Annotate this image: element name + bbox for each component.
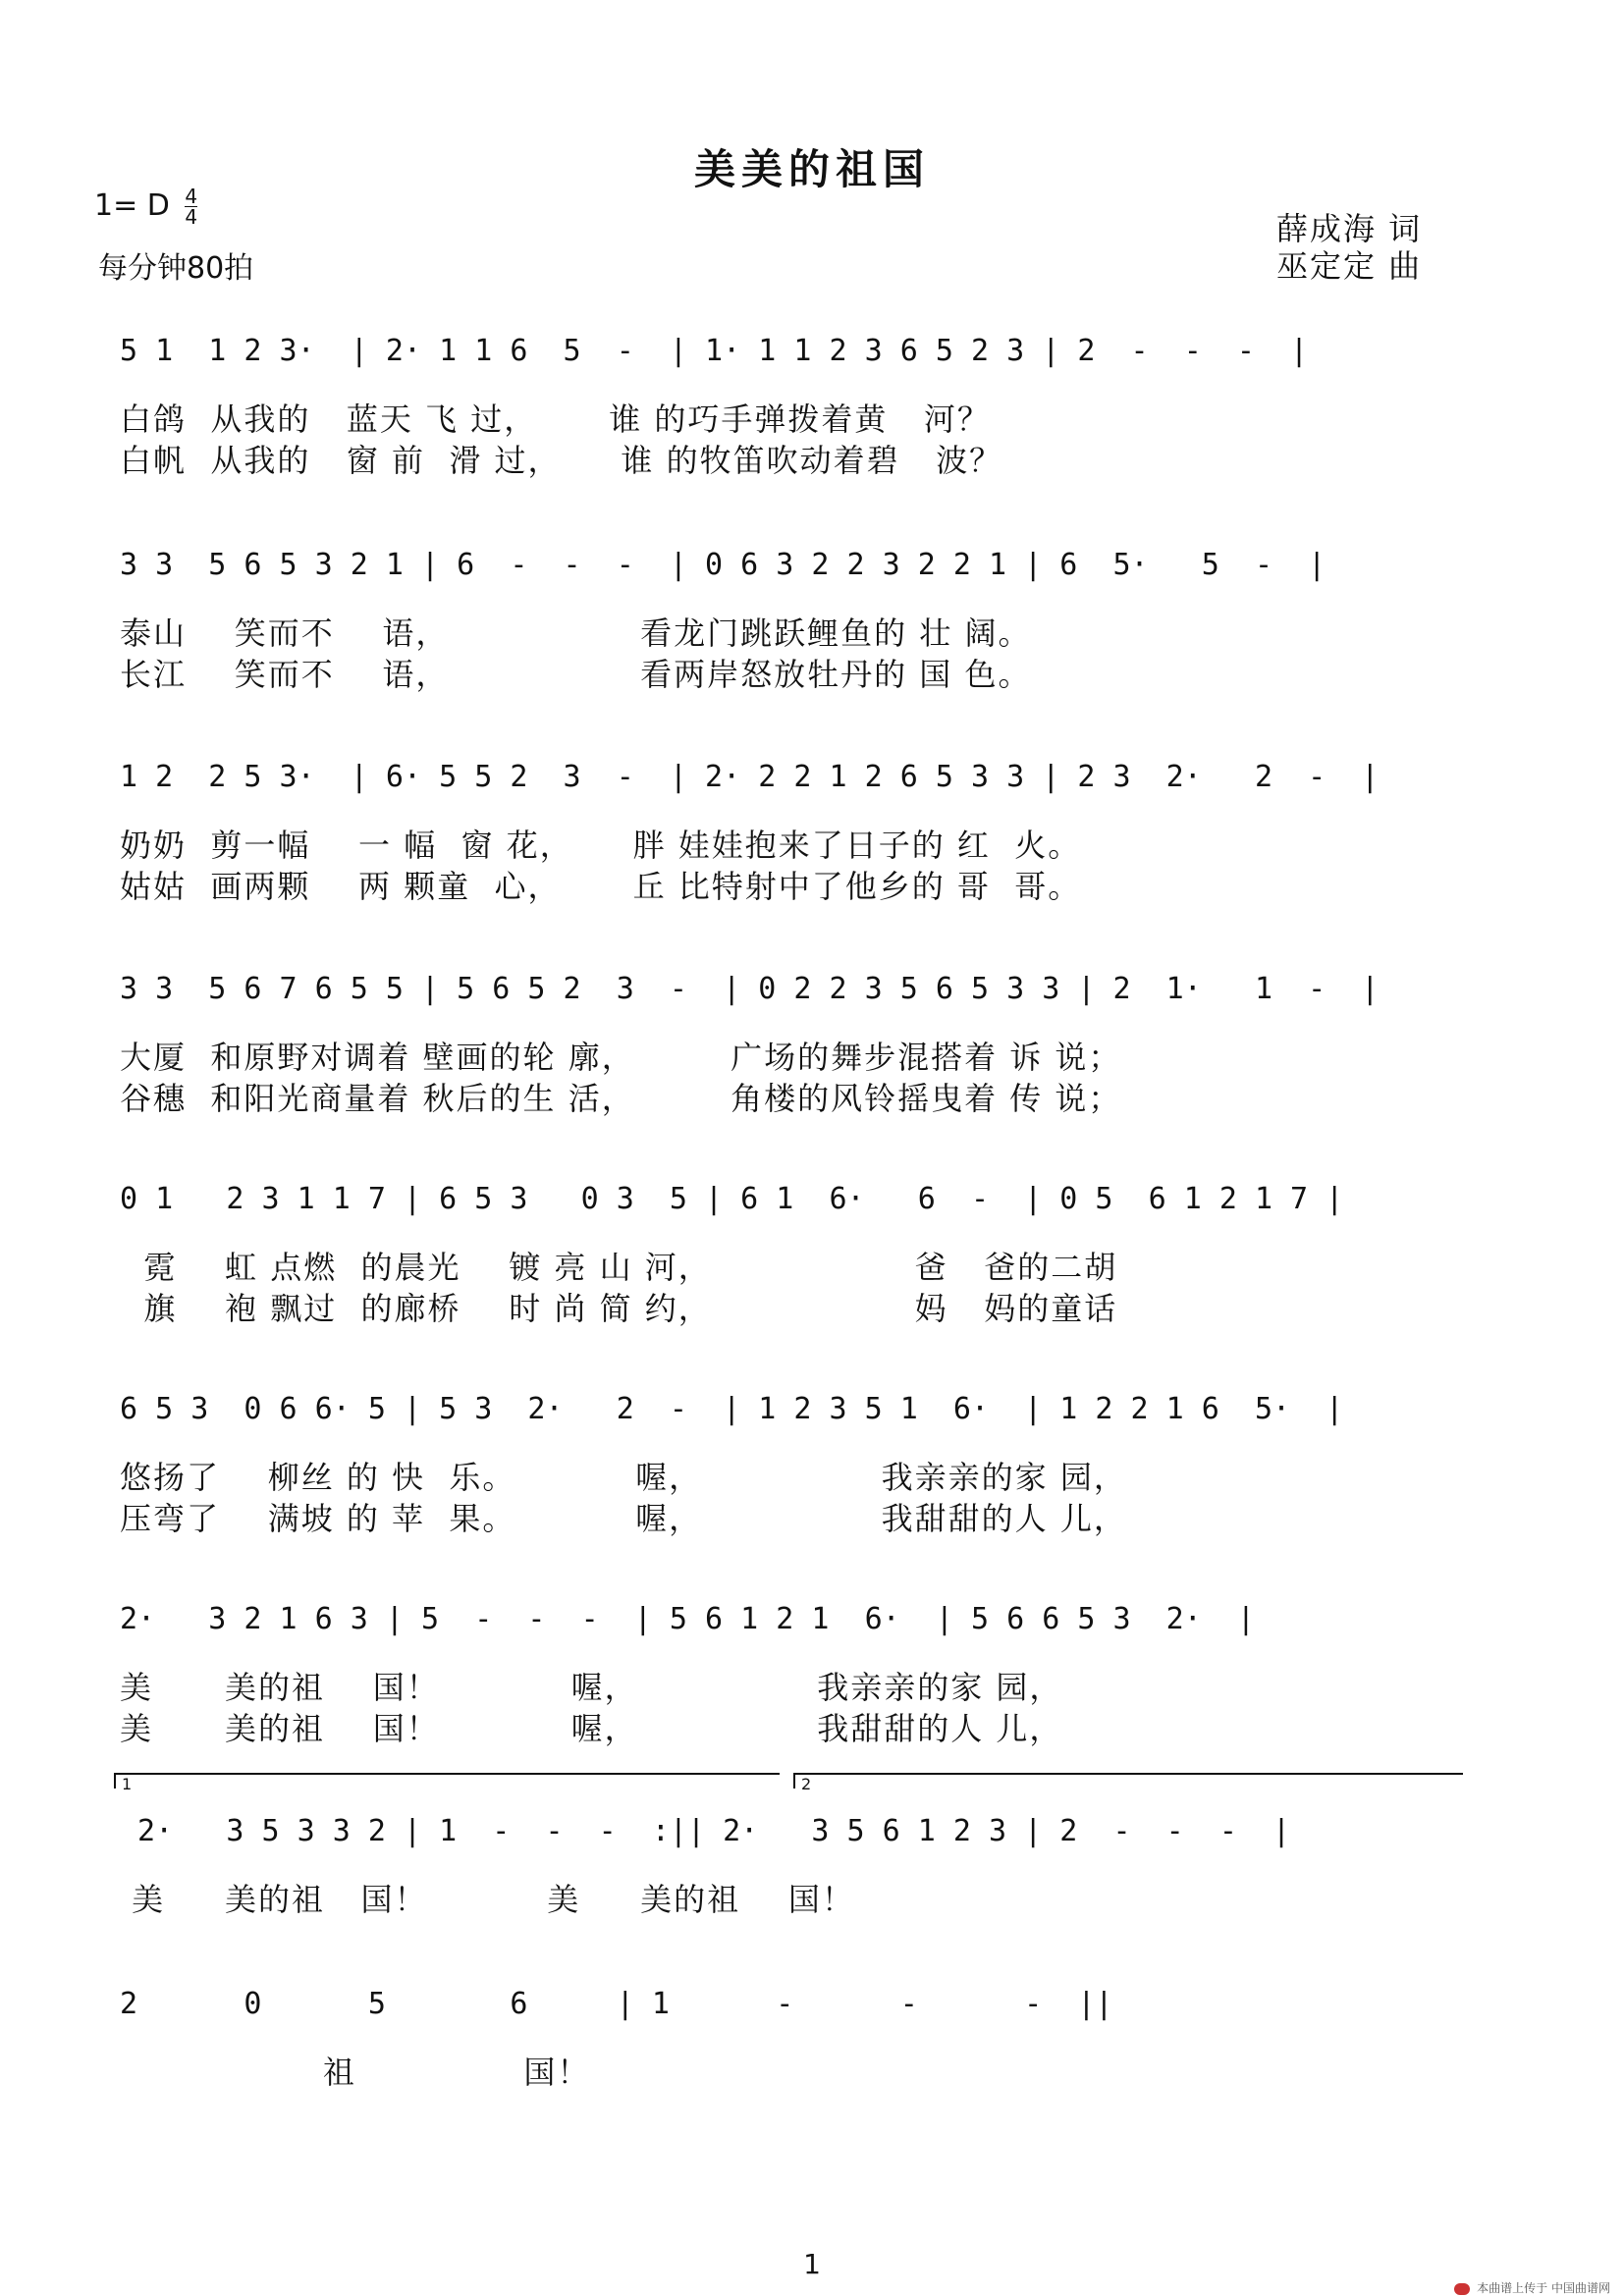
notation-line: 2· 3 2 1 6 3 | 5 - - - | 5 6 1 2 1 6· | 5 6 6 5 3 2· | [120,1602,1255,1636]
lyrics-verse-1: 美 美的祖 国！ 美 美的祖 国！ [120,1881,855,1918]
notation-line: 5 1 1 2 3· | 2· 1 1 6 5 - | 1· 1 1 2 3 6 5 2 3 | 2 - - - | [120,334,1309,368]
lyrics-verse-2: 美 美的祖 国！ 喔， 我甜甜的人 儿， [120,1710,1063,1747]
notation-line: 6 5 3 0 6 6· 5 | 5 3 2· 2 - | 1 2 3 5 1 6· | 1 2 2 1 6 5· | [120,1392,1344,1426]
lyrics-verse-1: 悠扬了 柳丝 的 快 乐。 喔， 我亲亲的家 园， [120,1459,1127,1496]
lyrics-verse-2: 谷穗 和阳光商量着 秋后的生 活， 角楼的风铃摇曳着 传 说； [120,1080,1122,1117]
score-system-4 [0,972,1624,1148]
key-signature [94,187,197,227]
lyrics-verse-2: 旗 袍 飘过 的廊桥 时 尚 简 约， 妈 妈的童话 [120,1290,1118,1327]
notation-line: 2 0 5 6 | 1 - - - || [120,1987,1113,2021]
song-title: 美美的祖国 [693,145,930,193]
time-denominator: 4 [185,205,198,229]
lyricist-credit: 薛成海 词 [1276,210,1423,247]
score-system-8 [0,1775,1624,1991]
score-system-1 [0,334,1624,510]
lyrics-verse-2: 姑姑 画两颗 两 颗童 心， 丘 比特射中了他乡的 哥 哥。 [120,868,1082,905]
time-signature [185,187,197,227]
lyrics-verse-1: 泰山 笑而不 语， 看龙门跳跃鲤鱼的 壮 阔。 [120,614,1032,652]
site-logo-icon [1454,2283,1470,2295]
volta-bracket-2: 2 [793,1773,1463,1789]
page-number: 1 [803,2248,821,2280]
lyrics-verse-1: 美 美的祖 国！ 喔， 我亲亲的家 园， [120,1669,1063,1706]
tempo-marking: 每分钟80拍 [98,251,254,286]
score-system-3 [0,760,1624,936]
score-system-7 [0,1602,1624,1779]
footer-credit [1451,2279,1610,2296]
lyrics-verse-1: 霓 虹 点燃 的晨光 镀 亮 山 河， 爸 爸的二胡 [120,1249,1118,1286]
lyrics-verse-1: 祖 国！ [120,2054,591,2091]
score-system-5 [0,1182,1624,1359]
lyrics-verse-1: 大厦 和原野对调着 壁画的轮 廓， 广场的舞步混搭着 诉 说； [120,1039,1122,1076]
score-system-2 [0,548,1624,724]
time-numerator: 4 [185,185,198,208]
notation-line: 2· 3 5 3 3 2 | 1 - - - :|| 2· 3 5 6 1 2 3 | 2 - - - | [120,1814,1291,1848]
volta-bracket-1: 1 [114,1773,780,1789]
notation-line: 1 2 2 5 3· | 6· 5 5 2 3 - | 2· 2 2 1 2 6 5 3 3 | 2 3 2· 2 - | [120,760,1380,794]
footer-text: 本曲谱上传于 中国曲谱网 [1477,2281,1610,2295]
lyrics-verse-1: 白鸽 从我的 蓝天 飞 过， 谁 的巧手弹拨着黄 河？ [120,400,991,438]
lyrics-verse-2: 长江 笑而不 语， 看两岸怒放牡丹的 国 色。 [120,656,1032,693]
notation-line: 3 3 5 6 7 6 5 5 | 5 6 5 2 3 - | 0 2 2 3 5 6 5 3 3 | 2 1· 1 - | [120,972,1380,1006]
score-system-9 [0,1987,1624,2163]
notation-line: 3 3 5 6 5 3 2 1 | 6 - - - | 0 6 3 2 2 3 2 2 1 | 6 5· 5 - | [120,548,1326,582]
lyrics-verse-1: 奶奶 剪一幅 一 幅 窗 花， 胖 娃娃抱来了日子的 红 火。 [120,827,1082,864]
lyrics-verse-2: 白帆 从我的 窗 前 滑 过， 谁 的牧笛吹动着碧 波？ [120,442,1003,479]
notation-line: 0 1 2 3 1 1 7 | 6 5 3 0 3 5 | 6 1 6· 6 - | 0 5 6 1 2 1 7 | [120,1182,1344,1216]
composer-credit: 巫定定 曲 [1276,247,1423,285]
lyrics-verse-2: 压弯了 满坡 的 苹 果。 喔， 我甜甜的人 儿， [120,1500,1127,1537]
score-system-6 [0,1392,1624,1569]
key-label: 1= D [94,188,170,223]
